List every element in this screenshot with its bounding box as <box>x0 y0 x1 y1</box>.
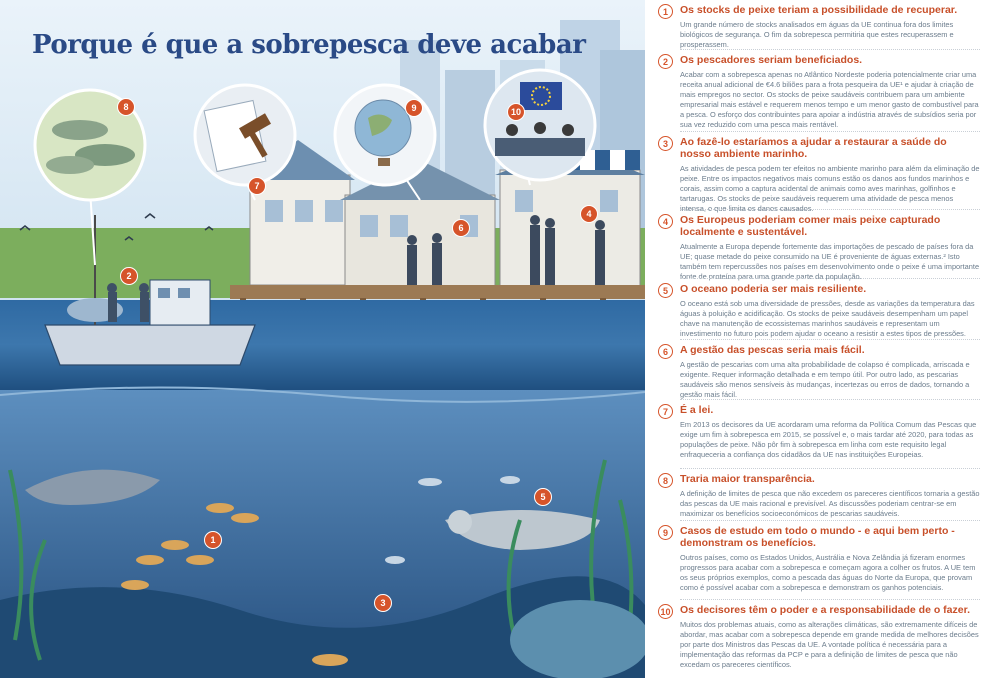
reason-heading: A gestão das pescas seria mais fácil. <box>680 344 865 356</box>
reason-number: 2 <box>658 54 673 69</box>
marker-4: 4 <box>580 205 598 223</box>
marker-6: 6 <box>452 219 470 237</box>
reason-heading: Os decisores têm o poder e a responsabilidade de o fazer. <box>680 604 971 616</box>
reason-body: O oceano está sob uma diversidade de pressões, desde as variações da temperatura das águas à poluição e acidificação. Os stocks de peixe saudáveis desempenham um papel chave na manutenção de ecossistemas marinhos saudáveis e representam um investimento no futuro pois podem ajudar o oceano a resistir a estes tipos de pressões. <box>680 299 975 338</box>
reason-body: Um grande número de stocks analisados em águas da UE continua fora dos limites biológicos de segurança. O fim da sobrepesca permitiria que estes recuperassem e prosperassem. <box>680 20 954 49</box>
reason-heading: O oceano poderia ser mais resiliente. <box>680 283 867 295</box>
reason-heading: Casos de estudo em todo o mundo - e aqui bem perto - demonstram os benefícios. <box>680 525 955 549</box>
reason-body: Atualmente a Europa depende fortemente das importações de pescado de países fora da UE; quase metade do peixe consumido na UE é proveniente de águas externas.² Isto também tem repercussões nos países em desenvolvimento onde o peixe é uma importante fonte de proteína para uma grande parte da população. <box>680 242 980 281</box>
marker-10: 10 <box>507 103 525 121</box>
reason-number: 3 <box>658 136 673 151</box>
reason-body: A definição de limites de pesca que não excedem os pareceres científicos tornaria a gestão das pescas da UE mais racional e previsível. As discussões poderiam centrar-se em maximizar os benefícios socioeconómicos de pescarias saudáveis. <box>680 489 980 518</box>
eu-meeting-scene <box>485 70 595 180</box>
marker-1: 1 <box>204 531 222 549</box>
reason-body: Muitos dos problemas atuais, como as alterações climáticas, são extremamente difíceis de abordar, mas acabar com a sobrepesca depende em grande medida de melhores decisões por parte dos Ministros das Pescas da UE. A vontade política é necessária para a implementação das reformas da PCP e para a definição de limites de pesca que não excedam os pareceres científicos. <box>680 620 979 669</box>
reason-body: Em 2013 os decisores da UE acordaram uma reforma da Política Comum das Pescas que exige um fim à sobrepesca em 2015, se possível e, o mais tardar até 2020, para todas as populações de peixe. Não pôr fim à sobrepesca em linha com este requisito legal enfraqueceria a confiança dos cidadãos da UE nas instituições Europeias. <box>680 420 977 459</box>
reason-number: 4 <box>658 214 673 229</box>
reason-heading: Os Europeus poderiam comer mais peixe capturado localmente e sustentável. <box>680 214 941 238</box>
reason-8 <box>658 473 980 519</box>
reason-number: 1 <box>658 4 673 19</box>
globe-icon <box>335 85 435 185</box>
marker-8: 8 <box>117 98 135 116</box>
reason-number: 9 <box>658 525 673 540</box>
reason-heading: Traria maior transparência. <box>680 473 815 485</box>
eu-flag-icon <box>520 82 562 110</box>
reason-1 <box>658 4 980 50</box>
page-title: Porque é que a sobrepesca deve acabar <box>32 30 586 60</box>
reason-number: 6 <box>658 344 673 359</box>
reason-heading: Ao fazê-lo estaríamos a ajudar a restaurar a saúde do nosso ambiente marinho. <box>680 136 947 160</box>
marker-5: 5 <box>534 488 552 506</box>
reason-3 <box>658 136 980 214</box>
reason-10 <box>658 604 980 670</box>
reason-body: Acabar com a sobrepesca apenas no Atlântico Nordeste poderia potencialmente criar uma receita anual adicional de €4.6 biliões para a frota pesqueira da UE¹ e ajudar à criação de mais empregos no sector. Os stocks de peixe saudáveis contribuem para um ambiente empresarial mais estável e requerem menos tempo e um menor gasto de combustível para a pesca. O esforço dos contribuintes para apoiar a indústria através de subsídios seria por sua vez reduzido com uma pesca mais rentável. <box>680 70 979 129</box>
reason-number: 10 <box>658 604 673 619</box>
reason-heading: Os pescadores seriam beneficiados. <box>680 54 863 66</box>
marker-7: 7 <box>248 177 266 195</box>
reasons-list <box>658 0 980 678</box>
gavel-icon <box>195 85 295 185</box>
reason-7 <box>658 404 980 460</box>
reason-2 <box>658 54 980 130</box>
reason-9 <box>658 525 980 593</box>
reason-number: 7 <box>658 404 673 419</box>
reason-heading: Os stocks de peixe teriam a possibilidade de recuperar. <box>680 4 958 16</box>
marker-9: 9 <box>405 99 423 117</box>
reason-4 <box>658 214 980 282</box>
marker-2: 2 <box>120 267 138 285</box>
marker-3: 3 <box>374 594 392 612</box>
reason-number: 5 <box>658 283 673 298</box>
reason-body: As atividades de pesca podem ter efeitos no ambiente marinho para além da eliminação de peixe. Entre os impactos negativos mais comuns estão os danos aos fundos marinhos e corais, assim como a captura acidental de animais como aves marinhas, golfinhos e tartarugas. Os stocks de peixe saudáveis requerem uma atividade de pesca menos intensa, o que limita os danos causados. <box>680 164 980 213</box>
reason-6 <box>658 344 980 400</box>
reason-body: A gestão de pescarias com uma alta probabilidade de colapso é complicada, arriscada e exigente. Requer informação detalhada e em tempo útil. Por outro lado, as pescarias saudáveis são menos sensíveis às mudanças, incertezas ou erros de dados, tornando a gestão mais fácil. <box>680 360 970 399</box>
reason-number: 8 <box>658 473 673 488</box>
reason-body: Outros países, como os Estados Unidos, Austrália e Nova Zelândia já fizeram enormes progressos para acabar com a sobrepesca e começam agora a colher os frutos. A UE tem os seus próprios exemplos, como a pescada das águas do Norte da Europa, que provam como é possível acabar com a sobrepesca e demonstram os ganhos potenciais. <box>680 553 976 592</box>
reason-5 <box>658 283 980 339</box>
reason-heading: É a lei. <box>680 404 714 416</box>
